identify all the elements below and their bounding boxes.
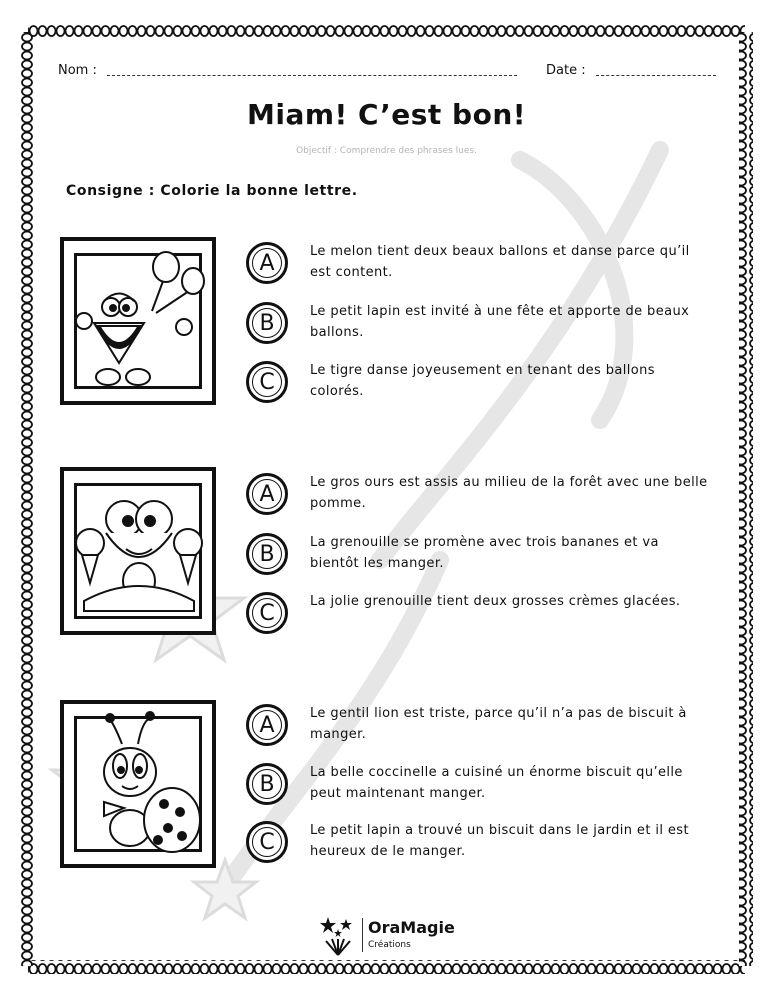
letter-circle-3a[interactable] <box>246 704 288 746</box>
name-label: Nom : <box>58 63 97 78</box>
date-label: Date : <box>546 63 586 78</box>
option-text: Le petit lapin est invité à une fête et apporte de beaux ballons. <box>310 304 690 340</box>
picture-ladybug <box>60 700 216 868</box>
letter-label: B <box>259 541 275 567</box>
letter-label: A <box>259 712 275 738</box>
option-text: Le tigre danse joyeusement en tenant des ballons colorés. <box>310 363 655 399</box>
name-field[interactable] <box>58 63 517 78</box>
logo-separator <box>362 918 363 952</box>
letter-label: C <box>259 369 275 395</box>
letter-circle-2c[interactable] <box>246 592 288 634</box>
ladybug-cookie-icon <box>64 704 212 864</box>
letter-label: B <box>259 771 275 797</box>
letter-circle-1b[interactable] <box>246 302 288 344</box>
name-blank-line[interactable] <box>107 63 517 76</box>
frog-ice-cream-icon <box>64 471 212 631</box>
date-blank-line[interactable] <box>596 63 716 76</box>
letter-label: A <box>259 250 275 276</box>
option-text: Le melon tient deux beaux ballons et danse parce qu’il est content. <box>310 244 690 280</box>
letter-circle-1c[interactable] <box>246 361 288 403</box>
letter-circle-2a[interactable] <box>246 473 288 515</box>
picture-frog <box>60 467 216 635</box>
watermelon-balloons-icon <box>64 241 212 401</box>
letter-label: C <box>259 829 275 855</box>
letter-circle-3b[interactable] <box>246 763 288 805</box>
letter-circle-1a[interactable] <box>246 242 288 284</box>
letter-circle-3c[interactable] <box>246 821 288 863</box>
logo-name: OraMagie <box>368 918 455 937</box>
oramagie-logo-icon <box>318 915 358 957</box>
option-text: Le petit lapin a trouvé un biscuit dans le jardin et il est heureux de le manger. <box>310 823 689 859</box>
letter-label: B <box>259 310 275 336</box>
option-text: Le gros ours est assis au milieu de la forêt avec une belle pomme. <box>310 475 708 511</box>
letter-label: C <box>259 600 275 626</box>
objective-text: Objectif : Comprendre des phrases lues. <box>296 146 477 156</box>
page-title: Miam! C’est bon! <box>246 98 527 131</box>
date-field[interactable] <box>546 63 716 78</box>
option-text: La jolie grenouille tient deux grosses crèmes glacées. <box>310 594 681 609</box>
option-text: La belle coccinelle a cuisiné un énorme biscuit qu’elle peut maintenant manger. <box>310 765 683 801</box>
logo-subtitle: Créations <box>368 940 411 950</box>
instruction-text: Consigne : Colorie la bonne lettre. <box>66 183 358 199</box>
option-text: Le gentil lion est triste, parce qu’il n’a pas de biscuit à manger. <box>310 706 687 742</box>
letter-label: A <box>259 481 275 507</box>
picture-watermelon <box>60 237 216 405</box>
letter-circle-2b[interactable] <box>246 533 288 575</box>
option-text: La grenouille se promène avec trois bananes et va bientôt les manger. <box>310 535 659 571</box>
